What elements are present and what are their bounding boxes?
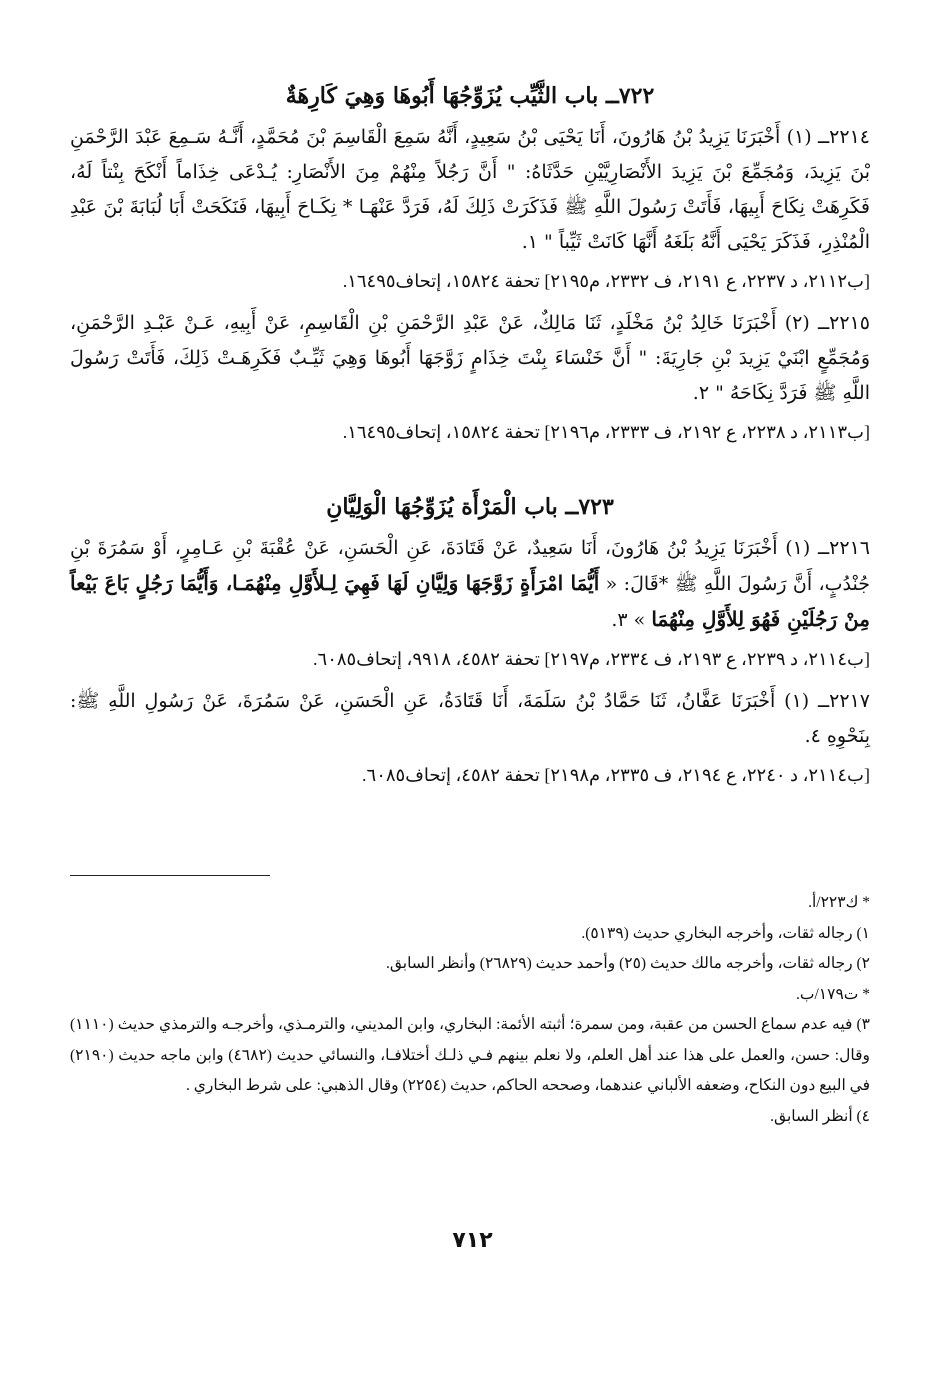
page-body xyxy=(70,78,870,800)
footnote: ٢) رجاله ثقات، وأخرجه مالك حديث (٢٥) وأحمد حديث (٢٦٨٢٩) وأنظر السابق. xyxy=(385,955,870,972)
footnote-divider xyxy=(70,875,270,876)
hadith-number: ٢٢١٥ــ (٢) xyxy=(784,312,870,334)
hadith-number: ٢٢١٦ــ (١) xyxy=(785,537,870,559)
footnote: ٣) فيه عدم سماع الحسن من عقبة، ومن سمرة؛ أثبته الأئمة: البخاري، وابن المديني، والترمـذي، وأخرجـه والترمذي حديث (١١١٠) وقال: حسن، والعمل على هذا عند أهل العلم، ولا نعلم بينهم فـي ذلـك أختلافـا، والنسائي حديث (٤٦٨٢) وابن ماجه حديث (٢١٩٠) في البيع دون النكاح، وضعفه الألباني عندهما، وصححه الحاكم، حديث (٢٢٥٤) وقال الذهبي: على شرط البخاري . xyxy=(70,1016,870,1094)
footnote: ١) رجاله ثقات، وأخرجه البخاري حديث (٥١٣٩). xyxy=(581,924,870,942)
hadith-matn: أَيُّمَا امْرَأَةٍ زَوَّجَهَا وَلِيَّانِ لَهَا فَهِيَ لِـلأَوَّلِ مِنْهُمَـا، وَأَيُّمَا رَجُلٍ بَاعَ بَيْعاً مِنْ رَجُلَيْنِ فَهُوَ لِلأَوَّلِ مِنْهُمَا xyxy=(70,571,870,631)
hadith-references: [ب٢١١٣، د ٢٢٣٨، ع ٢١٩٢، ف ٢٣٣٣، م٢١٩٦] تحفة ١٥٨٢٤، إتحاف١٦٤٩٥. xyxy=(342,422,870,442)
hadith-text: أَخْبَرَنَا خَالِدُ بْنُ مَخْلَدٍ، ثَنَا مَالِكٌ، عَنْ عَبْدِ الرَّحْمَنِ بْنِ الْقَاسِمِ، عَنْ أَبِيهِ، عَـنْ عَبْـدِ الرَّحْمَنِ، وَمُجَمِّعٍ ابْنَيْ يَزِيدَ بْنِ جَارِيَةَ: " أَنَّ خَنْسَاءَ بِنْتَ خِذَامٍ زَوَّجَهَا أَبُوهَا وَهِيَ ثَيِّـبٌ فَكَرِهَـتْ ذَلِكَ، فَأَتَتْ رَسُولَ اللَّهِ ﷺ فَرَدَّ نِكَاحَهُ " ٢. xyxy=(70,312,870,404)
footnote: * ت١٧٩/ب. xyxy=(796,985,870,1003)
chapter-title: ٧٢٢ــ باب الثَّيِّب يُزَوِّجُهَا أَبُوهَا وَهِيَ كَارِهَةٌ xyxy=(285,83,655,109)
hadith-references: [ب٢١١٤، د ٢٢٤٠، ع ٢١٩٤، ف ٢٣٣٥، م٢١٩٨] تحفة ٤٥٨٢، إتحاف٦٠٨٥. xyxy=(362,765,870,785)
footnote: * ك٢٢٣/أ. xyxy=(808,894,870,911)
hadith-text: أَخْبَرَنَا عَفَّانُ، ثَنَا حَمَّادُ بْنُ سَلَمَةَ، أَنَا قَتَادَةُ، عَنِ الْحَسَنِ، عَنْ سَمُرَةَ، عَنْ رَسُولِ اللَّهِ ﷺ: بِنَحْوِهِ ٤. xyxy=(70,690,870,747)
hadith-number: ٢٢١٤ــ (١) xyxy=(786,126,870,148)
footnotes xyxy=(70,888,870,1132)
hadith-2215 xyxy=(70,306,870,411)
hadith-text: أَخْبَرَنَا يَزِيدُ بْنُ هَارُونَ، أَنَا سَعِيدٌ، عَنْ قَتَادَةَ، عَنِ الْحَسَنِ، عَنْ عُقْبَةَ بْنِ عَـامِرٍ، أَوْ سَمُرَةَ بْنِ جُنْدُبٍ، أَنَّ رَسُولَ اللَّهِ ﷺ *قَالَ: « xyxy=(70,537,870,595)
hadith-references: [ب٢١١٤، د ٢٢٣٩، ع ٢١٩٣، ف ٢٣٣٤، م٢١٩٧] تحفة ٤٥٨٢، ٩٩١٨، إتحاف٦٠٨٥. xyxy=(313,649,870,669)
chapter-title: ٧٢٣ــ باب الْمَرْأَة يُزَوِّجُهَا الْوَلِيَّانِ xyxy=(326,494,614,520)
hadith-2214 xyxy=(70,120,870,260)
hadith-2216 xyxy=(70,531,870,638)
hadith-text-end: » ٣. xyxy=(611,609,646,631)
hadith-2217 xyxy=(70,684,870,754)
hadith-number: ٢٢١٧ــ (١) xyxy=(784,690,870,712)
footnote: ٤) أنظر السابق. xyxy=(770,1107,870,1125)
page-number: ٧١٢ xyxy=(452,1228,493,1253)
hadith-references: [ب٢١١٢، د ٢٢٣٧، ع ٢١٩١، ف ٢٣٣٢، م٢١٩٥] تحفة ١٥٨٢٤، إتحاف١٦٤٩٥. xyxy=(342,271,870,291)
hadith-text: أَخْبَرَنَا يَزِيدُ بْنُ هَارُونَ، أَنَا يَحْيَى بْنُ سَعِيدٍ، أَنَّهُ سَمِعَ الْقَاسِمَ بْنَ مُحَمَّدٍ، أَنَّـهُ سَـمِعَ عَبْدَ الرَّحْمَنِ بْنَ يَزِيدَ، وَمُجَمِّعَ بْنَ يَزِيدَ الأَنْصَارِيَّيْنِ حَدَّثَاهُ: " أَنَّ رَجُلاً مِنْهُمْ مِنَ الأَنْصَارِ: يُـدْعَى خِذَاماً أَنْكَحَ بِنْتاً لَهُ، فَكَرِهَتْ نِكَاحَ أَبِيهَا، فَأَتَتْ رَسُولَ اللَّهِ ﷺ فَذَكَرَتْ ذَلِكَ لَهُ، فَرَدَّ عَنْهَـا * نِكَـاحَ أَبِيهَا، فَنَكَحَتْ أَبَا لُبَابَةَ بْنَ عَبْدِ الْمُنْذِرِ، فَذَكَرَ يَحْيَى أَنَّهُ بَلَغَهُ أَنَّهَا كَانَتْ ثَيِّباً " ١. xyxy=(70,126,870,253)
